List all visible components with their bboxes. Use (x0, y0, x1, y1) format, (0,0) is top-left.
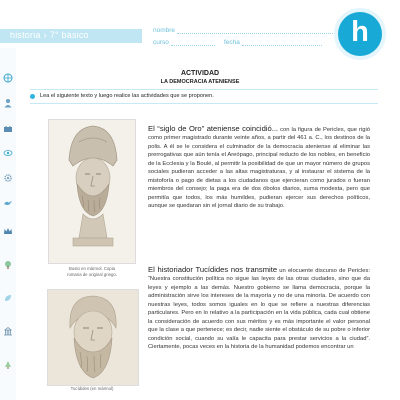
course-line[interactable] (171, 45, 215, 46)
leaf-icon (3, 293, 13, 303)
pericles-caption-line1: Busto en mármol. Copia (68, 266, 116, 271)
breadcrumb-separator: › (43, 30, 47, 40)
pericles-caption (40, 266, 144, 277)
header-breadcrumb (10, 30, 89, 40)
date-label: fecha (224, 39, 240, 46)
name-field[interactable] (153, 27, 337, 34)
thucydides-caption-line1: Tucídides (en mármol) (70, 386, 114, 391)
activity-subtitle: LA DEMOCRACIA ATENIENSE (160, 79, 240, 85)
crown-icon (3, 226, 13, 236)
instruction-text: Lea el siguiente texto y luego realice las actividades que se proponen. (40, 93, 214, 99)
pericles-caption-line2: romana de original griego. (67, 271, 117, 277)
course-label: curso (153, 39, 169, 46)
bullet-icon (30, 94, 35, 99)
logo-icon (338, 12, 382, 56)
date-line[interactable] (242, 45, 322, 46)
logo-letter: h (351, 16, 369, 48)
thucydides-bust-illustration (48, 290, 138, 385)
left-rail (0, 48, 16, 400)
paragraph-thucydides-lead: El historiador Tucídides nos transmite (148, 265, 278, 274)
thucydides-caption (40, 386, 144, 392)
grade-label: 7° básico (49, 30, 89, 40)
pericles-bust-image (48, 119, 136, 264)
paragraph-pericles (148, 125, 370, 211)
date-field[interactable] (224, 39, 322, 46)
paragraph-pericles-lead: El “siglo de Oro” ateniense coincidió... (148, 124, 279, 133)
paragraph-thucydides (148, 266, 370, 352)
gear-icon (3, 173, 13, 183)
name-label: nombre (153, 27, 176, 34)
paragraph-pericles-body: con la figura de Pericles, que rigió como primer magistrado durante veinte años, a partir del 461 a. C., los destinos de la polis. A él se le considera el culminador de la democracia ateniense al eliminar las prerrogativas que aún tenía el Areópago, principal reducto de los nobles, en beneficio de la Ecclesia y la Boulé, al permitir la posibilidad de que un mayor número de grupos sociales pudieran acceder a las altas magistraturas, y al instaurar el sistema de la mistoforía o pago de dietas a los ciudadanos que ejercieran como jurados o fueran miembros del consejo; la paga era de dos óbolos diarios, suma modesta, pero que permitía que todos, los más humildes, pudieran ejercer sus derechos políticos, aunque se quedaran sin el jornal diario de su trabajo. (148, 127, 370, 210)
tree-small-icon (3, 360, 13, 370)
course-field[interactable] (153, 39, 215, 46)
building-icon (3, 326, 13, 336)
activity-title: ACTIVIDAD (180, 70, 220, 77)
thucydides-bust-image (47, 289, 139, 386)
eye-icon (3, 148, 13, 158)
bird-icon (3, 198, 13, 208)
name-line[interactable] (177, 33, 337, 34)
divider-bottom (30, 103, 378, 104)
subject-label: historia (10, 30, 41, 40)
paragraph-thucydides-body: un elocuente discurso de Pericles: “Nuestra constitución política no sigue las leyes de las otras ciudades, sino que da leyes y ejemplo a las demás. Nuestro gobierno se llama democracia, porque la administración sirve los intereses de la mayoría y no de una minoría. De acuerdo con nuestras leyes, todos somos iguales en lo que se refiere a nuestras diferencias particulares. Pero en lo relativo a la participación en la vida pública, cada cual obtiene la consideración de acuerdo con sus méritos y es más importante el valor personal que la clase a que pertenece; es decir, nadie siente el obstáculo de su pobre o inferior condición social, cuando su valía le capacita para prestar servicios a la ciudad”. Ciertamente, pocas veces en la historia de la humanidad podemos encontrar un (148, 268, 371, 351)
pericles-bust-illustration (49, 120, 135, 263)
divider-top (30, 89, 378, 90)
person-icon (3, 98, 13, 108)
castle-icon (3, 123, 13, 133)
tree-icon (3, 260, 13, 270)
